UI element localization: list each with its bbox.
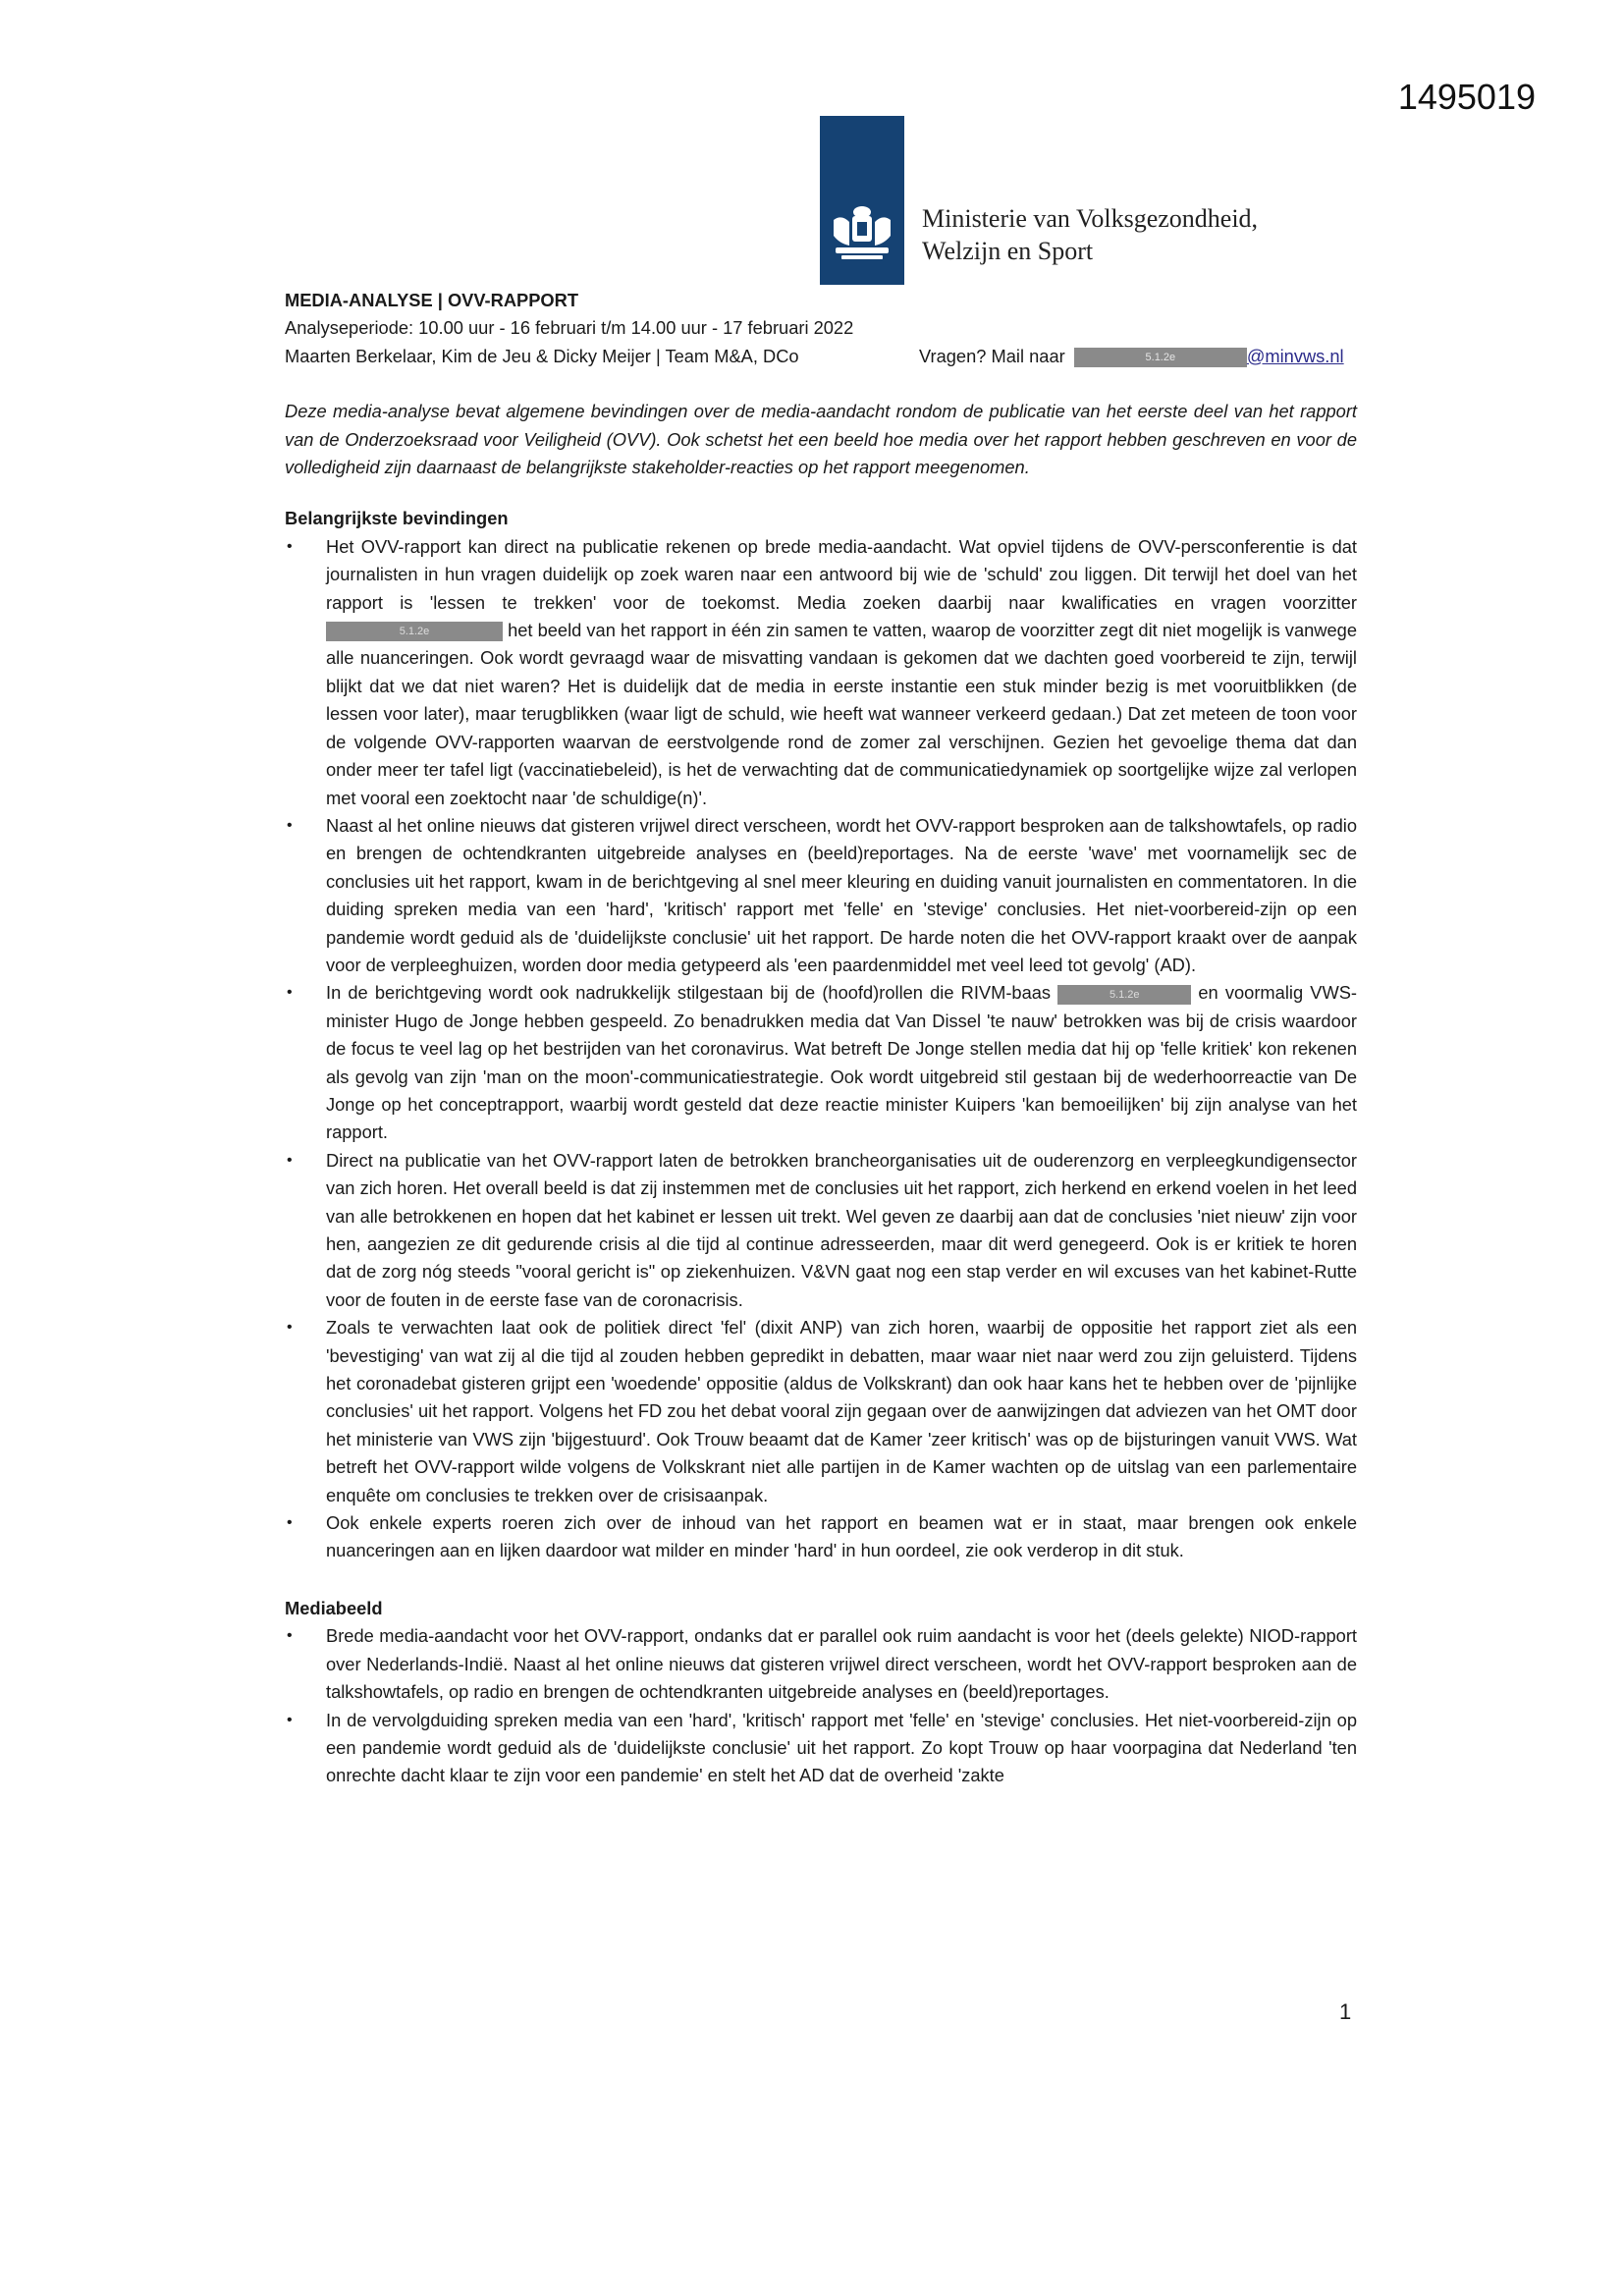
authors-row xyxy=(285,343,1357,370)
list-item xyxy=(285,1509,1357,1565)
contact-label: Vragen? Mail naar xyxy=(919,345,1065,366)
document-number: 1495019 xyxy=(1397,77,1536,117)
bullet-list xyxy=(285,1622,1357,1789)
list-item-text: Zoals te verwachten laat ook de politiek direct 'fel' (dixit ANP) van zich horen, waarbij de oppositie het rapport ziet als een 'bevestiging' van wat zij al die tijd al zouden hebben gepredikt in debatten, maar waar niet naar werd zou zijn geluisterd. Tijdens het coronadebat gisteren grijpt een 'woedende' oppositie (aldus de Volkskrant) dan ook haar kans het te hebben over de 'pijnlijke conclusies' uit het rapport. Volgens het FD zou het debat vooral zijn gegaan over de aanwijzingen dat adviezen van het OMT door het ministerie van VWS zijn 'bijgestuurd'. Ook Trouw beaamt dat de Kamer 'zeer kritisch' was op de bijsturingen vanuit VWS. Wat betreft het OVV-rapport wilde volgens de Volkskrant niet alle partijen in de Kamer wachten op de uitslag van een parlementaire enquête om conclusies te trekken over de crisisaanpak. xyxy=(326,1317,1357,1505)
authors: Maarten Berkelaar, Kim de Jeu & Dicky Meijer | Team M&A, DCo xyxy=(285,345,799,366)
redacted-email: 5.1.2e xyxy=(1074,348,1247,367)
section-heading: Belangrijkste bevindingen xyxy=(285,508,509,529)
redacted-name: 5.1.2e xyxy=(1057,985,1191,1005)
list-item-text: In de vervolgduiding spreken media van een 'hard', 'kritisch' rapport met 'felle' en 'stevige' conclusies. Het niet-voorbereid-zijn op een pandemie wordt geduid als de 'duidelijkste conclusie' uit het rapport. Zo kopt Trouw op haar voorpagina dat Nederland 'ten onrechte dacht klaar te zijn voor een pandemie' en stelt het AD dat de overheid 'zakte xyxy=(326,1709,1357,1786)
section-heading: Mediabeeld xyxy=(285,1597,383,1618)
list-item xyxy=(285,979,1357,1146)
logo-bar xyxy=(820,116,904,285)
list-item xyxy=(285,812,1357,979)
document-header xyxy=(285,287,1357,370)
list-item xyxy=(285,1147,1357,1314)
intro-paragraph: Deze media-analyse bevat algemene bevindingen over de media-aandacht rondom de publicatie van het eerste deel van het rapport van de Onderzoeksraad voor Veiligheid (OVV). Ook schetst het een beeld hoe media over het rapport hebben geschreven en voor de volledigheid zijn daarnaast de belangrijkste stakeholder-reacties op het rapport meegenomen. xyxy=(285,401,1357,478)
list-item xyxy=(285,1622,1357,1706)
document-body xyxy=(285,287,1357,1790)
document-title: MEDIA-ANALYSE | OVV-RAPPORT xyxy=(285,290,579,310)
contact xyxy=(919,343,1344,370)
crest-icon xyxy=(828,200,896,263)
list-item-text: Het OVV-rapport kan direct na publicatie rekenen op brede media-aandacht. Wat opviel tijdens de OVV-persconferentie is dat journalisten in hun vragen duidelijk op zoek waren naar een antwoord bij wie de 'schuld' zou liggen. Dit terwijl het doel van het rapport is 'lessen te trekken' voor de toekomst. Media zoeken daarbij naar kwalificaties en vragen voorzitter xyxy=(326,535,1357,613)
list-item-text-continued: het beeld van het rapport in één zin samen te vatten, waarop de voorzitter zegt dit niet mogelijk is vanwege alle nuanceringen. Ook wordt gevraagd waar de misvatting vandaan is gekomen dat we dachten goed voorbereid te zijn, terwijl blijkt dat we dat niet waren? Het is duidelijk dat de media in eerste instantie een stuk minder bezig is met vooruitblikken (de lessen voor later), maar terugblikken (waar ligt de schuld, wie heeft wat wanneer verkeerd gedaan.) Dat zet meteen de toon voor de volgende OVV-rapporten waarvan de eerstvolgende rond de zomer zal verschijnen. Gezien het gevoelige thema dat dan onder meer ter tafel ligt (vaccinatiebeleid), is het de verwachting dat de communicatiedynamiek op soortgelijke wijze zal verlopen met vooral een zoektocht naar 'de schuldige(n)'. xyxy=(326,620,1357,808)
list-item-text: Ook enkele experts roeren zich over de inhoud van het rapport en beamen wat er in staat, maar brengen ook enkele nuanceringen aan en lijken daardoor wat milder en minder 'hard' in hun oordeel, zie ook verderop in dit stuk. xyxy=(326,1512,1357,1561)
redacted-name: 5.1.2e xyxy=(326,622,503,641)
list-item xyxy=(285,533,1357,812)
bullet-list xyxy=(285,533,1357,1565)
list-item-text: Brede media-aandacht voor het OVV-rapport, ondanks dat er parallel ook ruim aandacht is voor het (deels gelekte) NIOD-rapport over Nederlands-Indië. Naast al het online nieuws dat gisteren vrijwel direct verscheen, wordt het OVV-rapport besproken aan de talkshowtafels, op radio en brengen de ochtendkranten uitgebreide analyses en (beeld)reportages. xyxy=(326,1625,1357,1703)
list-item xyxy=(285,1314,1357,1509)
analysis-period: Analyseperiode: 10.00 uur - 16 februari t/m 14.00 uur - 17 februari 2022 xyxy=(285,317,854,339)
list-item-text: Direct na publicatie van het OVV-rapport laten de betrokken brancheorganisaties uit de ouderenzorg en verpleegkundigensector van zich horen. Het overall beeld is dat zij instemmen met de conclusies uit het rapport, zich herkend en erkend voelen in het leed van alle betrokkenen en hopen dat het kabinet er lessen uit trekt. Wel geven ze daarbij aan dat de conclusies 'niet nieuw' zijn voor hen, aangezien ze dit gedurende crisis al die tijd al continue adresseerden, maar dit werd genegeerd. Ook is er kritiek te horen dat de zorg nóg steeds "vooral gericht is" op ziekenhuizen. V&VN gaat nog een stap verder en wil excuses van het kabinet-Rutte voor de fouten in de eerste fase van de coronacrisis. xyxy=(326,1149,1357,1310)
list-item-text: Naast al het online nieuws dat gisteren vrijwel direct verscheen, wordt het OVV-rapport besproken aan de talkshowtafels, op radio en brengen de ochtendkranten uitgebreide analyses en (beeld)reportages. Na de eerste 'wave' met voornamelijk sec de conclusies uit het rapport, kwam in de berichtgeving al snel meer kleuring en duiding vanuit journalisten en commentatoren. In die duiding spreken media van een 'hard', 'kritisch' rapport met 'felle' en 'stevige' conclusies. Het niet-voorbereid-zijn op een pandemie wordt geduid als de 'duidelijkste conclusie' uit het rapport. De harde noten die het OVV-rapport kraakt over de aanpak voor de verpleeghuizen, worden door media getypeerd als 'een paardenmiddel met veel leed tot gevolg' (AD). xyxy=(326,814,1357,975)
ministry-line-2: Welzijn en Sport xyxy=(922,237,1094,265)
page-number: 1 xyxy=(1339,1999,1352,2024)
ministry-name xyxy=(922,202,1258,267)
list-item-text: In de berichtgeving wordt ook nadrukkelijk stilgestaan bij de (hoofd)rollen die RIVM-baas xyxy=(326,982,1052,1004)
list-item-text-continued: en voormalig VWS-minister Hugo de Jonge hebben gespeeld. Zo benadrukken media dat Van Dissel 'te nauw' betrokken was bij de crisis waardoor de focus te veel lag op het bestrijden van het coronavirus. Wat betreft De Jonge stellen media dat hij op 'felle kritiek' kon rekenen als gevolg van zijn 'man on the moon'-communicatiestrategie. Ook wordt uitgebreid stil gestaan bij de wederhoorreactie van De Jonge op het conceptrapport, waarbij wordt gesteld dat deze reactie minister Kuipers 'kan bemoeilijken' bij zijn analyse van het rapport. xyxy=(326,982,1357,1143)
mail-link[interactable]: @minvws.nl xyxy=(1246,345,1344,366)
list-item xyxy=(285,1707,1357,1790)
ministry-line-1: Ministerie van Volksgezondheid, xyxy=(922,204,1259,233)
sections xyxy=(285,505,1357,1789)
